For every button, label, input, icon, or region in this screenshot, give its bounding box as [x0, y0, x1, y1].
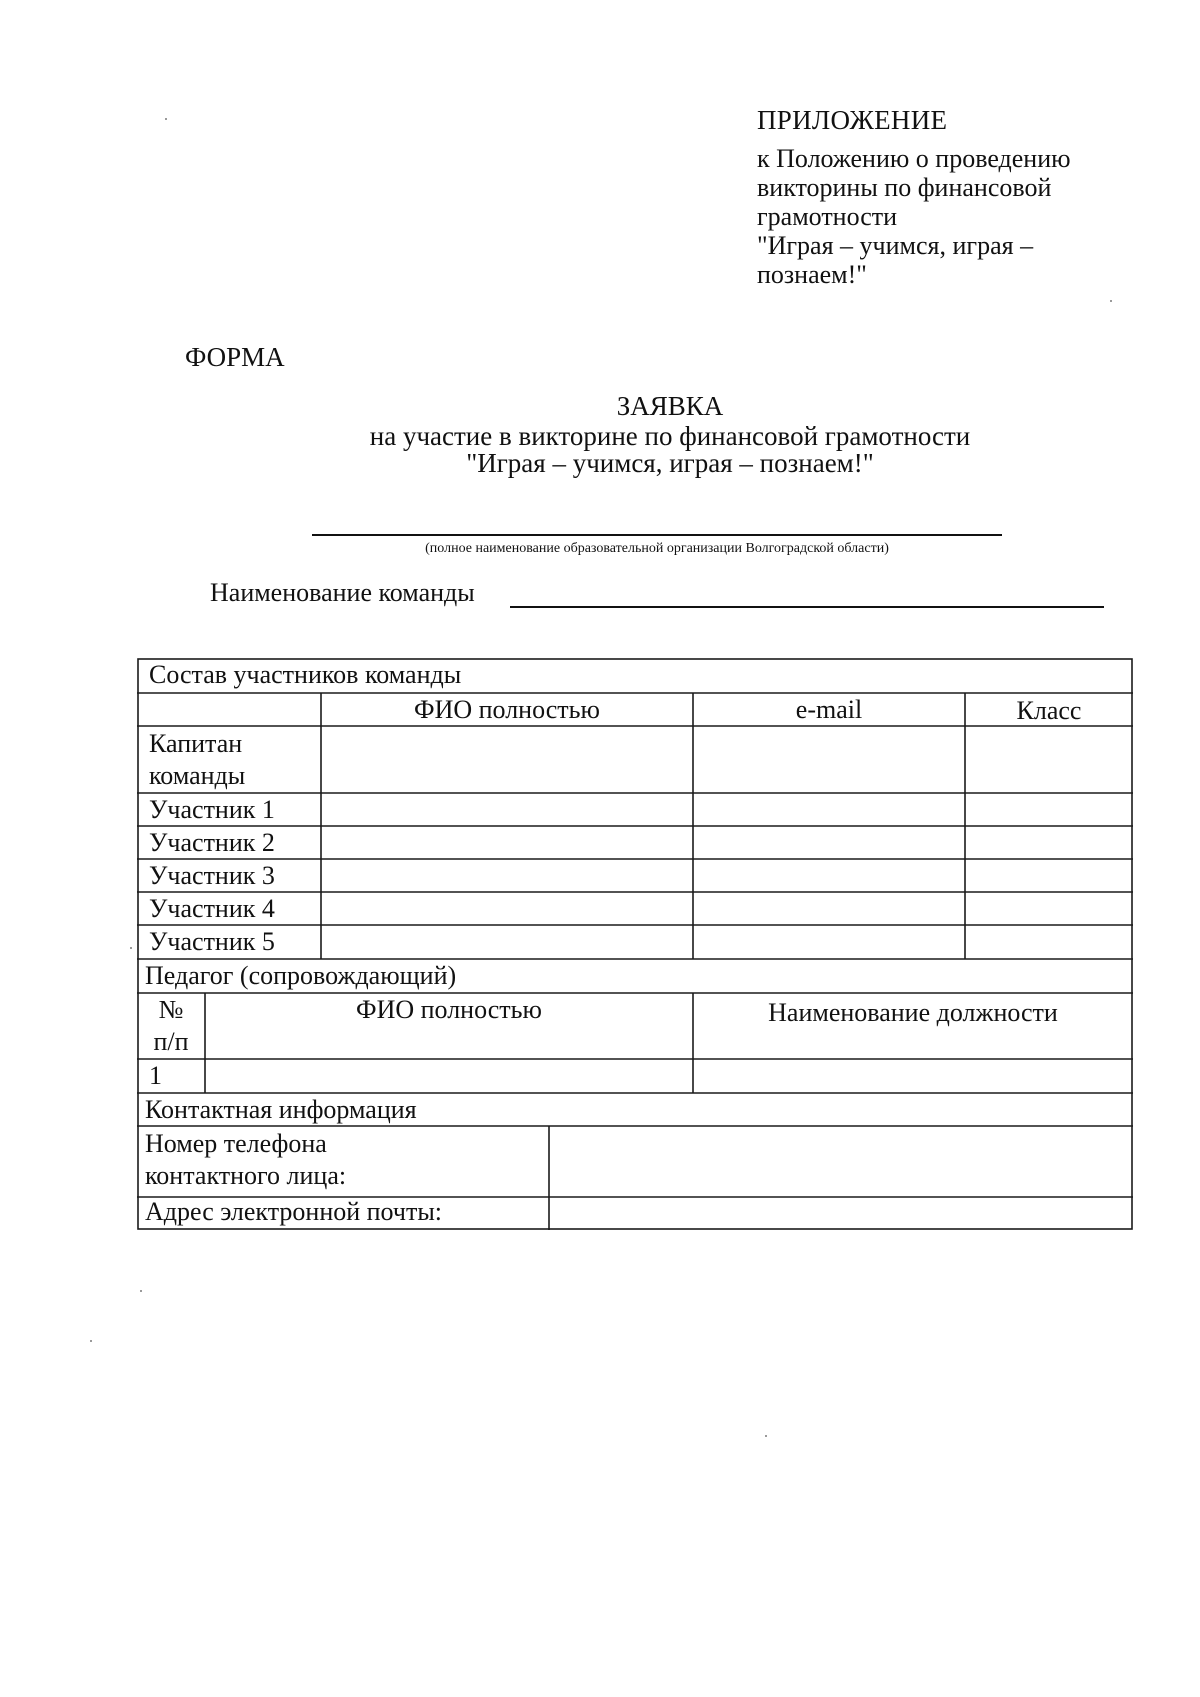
phone-label-line: контактного лица: — [145, 1161, 347, 1190]
team-name-fill-line[interactable] — [510, 606, 1104, 608]
col-header-class: Класс — [1016, 696, 1082, 725]
col-header-fio: ФИО полностью — [414, 695, 600, 724]
participant-5-label: Участник 5 — [149, 927, 275, 956]
org-name-fill-line[interactable] — [312, 534, 1002, 536]
teacher-row-number: 1 — [149, 1061, 162, 1090]
title-line-2: "Играя – учимся, играя – познаем!" — [466, 448, 874, 478]
phone-label — [145, 1128, 346, 1192]
contact-section-header: Контактная информация — [145, 1095, 417, 1124]
scan-speck — [765, 1435, 767, 1437]
col-header-number — [137, 994, 205, 1058]
email-address-label: Адрес электронной почты: — [145, 1197, 443, 1226]
col-header-number-line: п/п — [153, 1027, 189, 1056]
title-main: ЗАЯВКА — [616, 391, 724, 421]
scan-speck — [130, 947, 132, 949]
col-header-number-line: № — [158, 995, 184, 1024]
application-table — [137, 658, 1133, 1230]
captain-label-line: команды — [149, 761, 246, 790]
participant-4-label: Участник 4 — [149, 894, 275, 923]
title-line-1: на участие в викторине по финансовой грамотности — [369, 421, 971, 451]
teacher-col-header-position: Наименование должности — [768, 998, 1058, 1027]
appendix-line: к Положению о проведению — [757, 144, 1071, 173]
phone-label-line: Номер телефона — [145, 1129, 327, 1158]
scan-speck — [140, 1290, 142, 1292]
appendix-line: познаем!" — [757, 260, 867, 289]
participants-section-header: Состав участников команды — [149, 660, 462, 689]
participant-2-label: Участник 2 — [149, 828, 275, 857]
scan-speck — [165, 118, 167, 120]
teacher-col-header-fio: ФИО полностью — [356, 995, 542, 1024]
appendix-line: викторины по финансовой — [757, 173, 1052, 202]
scan-speck — [1110, 300, 1112, 302]
appendix-line: "Играя – учимся, играя – — [757, 231, 1034, 260]
teacher-section-header: Педагог (сопровождающий) — [145, 961, 457, 990]
col-header-email: e-mail — [795, 695, 863, 724]
participant-1-label: Участник 1 — [149, 795, 275, 824]
org-name-hint: (полное наименование образовательной организации Волгоградской области) — [425, 541, 889, 556]
appendix-line: грамотности — [757, 202, 898, 231]
appendix-block — [757, 106, 1157, 289]
forma-label: ФОРМА — [185, 342, 285, 372]
appendix-heading: ПРИЛОЖЕНИЕ — [757, 105, 948, 135]
participant-3-label: Участник 3 — [149, 861, 275, 890]
captain-label-line: Капитан — [149, 729, 243, 758]
captain-label — [149, 728, 245, 792]
scan-speck — [90, 1340, 92, 1342]
document-title — [200, 393, 1140, 477]
team-name-label: Наименование команды — [210, 578, 475, 607]
